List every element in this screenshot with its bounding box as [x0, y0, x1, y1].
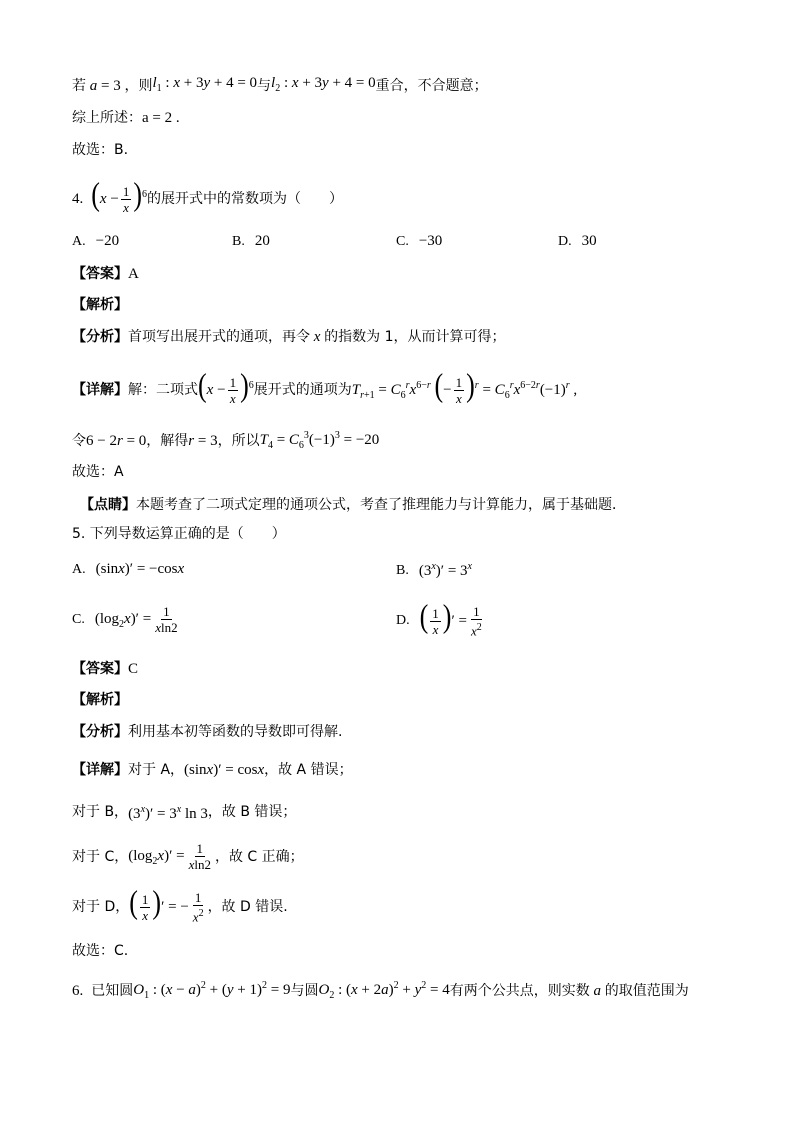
option-b — [232, 233, 270, 250]
math: $(3^x)' = 3^x$ ln 3 — [128, 804, 208, 822]
detail-5-a — [72, 760, 353, 780]
text: 利用基本初等函数的导数即可得解. — [128, 724, 343, 740]
option-value: −30 — [418, 233, 443, 249]
math: (x − $\frac{1}{x}$ )$^6$ — [198, 367, 254, 407]
text: ，所以 — [217, 433, 260, 449]
option-math: (sinx)′ = −cosx — [95, 561, 185, 577]
text: 重合，不合题意； — [375, 78, 488, 94]
text: 的取值范围为 — [604, 983, 689, 999]
text: 的展开式中的常数项为（ ） — [146, 190, 343, 207]
answer-tag: 【答案】 — [72, 266, 128, 282]
math: ( $\frac{1}{x}$ )′ = − $\frac{1}{x^2}$ — [129, 884, 204, 925]
text: 若 — [72, 78, 86, 94]
analysis-4 — [72, 327, 506, 347]
answer-value: A — [128, 266, 139, 282]
option-value: 30 — [581, 233, 597, 249]
text: 与圆 — [290, 983, 319, 999]
text: ，则 — [124, 78, 153, 94]
question-4 — [72, 176, 343, 216]
q5-option-c — [72, 604, 182, 635]
detail-5-c — [72, 841, 304, 872]
option-label: B. — [396, 562, 409, 578]
text: 令 — [72, 433, 86, 449]
detail-4 — [72, 367, 578, 407]
option-label: D. — [558, 233, 572, 249]
math: $T_{r+1} = C_6^rx^{6-r}$ (− $\frac{1}{x}$ )$^r = C_6^rx^{6-2r}(-1)^r$ , — [351, 367, 578, 407]
text: 对于 B， — [72, 804, 129, 820]
text: ，故 B 错误； — [207, 804, 297, 820]
line-case-a3 — [72, 73, 488, 99]
xiangjie-tag: 【详解】 — [72, 381, 128, 398]
question-5 — [72, 524, 286, 544]
line-summary — [72, 108, 180, 128]
math: r = 3 — [188, 433, 218, 449]
text: 已知圆 — [91, 983, 134, 999]
math: $O_2$ : $(x + 2a)^2 + y^2 = 4$ — [318, 980, 450, 1001]
option-label: C. — [396, 233, 409, 249]
text: 展开式的通项为 — [253, 381, 352, 398]
option-label: B. — [232, 233, 245, 249]
text: 本题考查了二项式定理的通项公式，考查了推理能力与计算能力，属于基础题． — [136, 497, 626, 513]
detail-5-d — [72, 884, 288, 925]
fenxi-tag: 【分析】 — [72, 329, 128, 345]
math: 6 − 2r = 0 — [86, 433, 147, 449]
math: a = 3 — [89, 78, 125, 94]
text: ，解得 — [146, 433, 189, 449]
text: ，故 C 正确； — [214, 848, 304, 865]
detail-5-b — [72, 800, 296, 824]
text: 首项写出展开式的通项，再令 — [128, 329, 310, 345]
math: $O_1$ : $(x - a)^2 + (y + 1)^2 = 9$ — [133, 980, 291, 1001]
text: 解：二项式 — [128, 381, 198, 398]
option-label: A. — [72, 233, 86, 249]
option-math: ( $\frac{1}{x}$ )′ = $\frac{1}{x^2}$ — [419, 598, 482, 639]
analysis-tag: 【解析】 — [72, 692, 128, 708]
text: 对于 C， — [72, 848, 129, 865]
text: 综上所述： — [72, 110, 142, 126]
text: 故选：B. — [72, 142, 129, 158]
option-value: −20 — [95, 233, 120, 249]
q5-option-b — [396, 561, 472, 580]
math: $l_1$ : x + 3y + 4 = 0 — [152, 75, 258, 94]
option-value: 20 — [254, 233, 270, 249]
text: 的指数为 1，从而计算可得； — [324, 329, 506, 345]
math: a = 2 . — [142, 110, 180, 126]
math: $(\log_2x)'$ = $\frac{1}{xln2}$ — [128, 841, 211, 872]
answer-5-final — [72, 941, 128, 961]
text: 对于 A， — [128, 762, 185, 778]
detail-4-solve — [72, 426, 379, 456]
math: (x − $\frac{1}{x}$ )$^6$ — [91, 176, 147, 216]
answer-4-final — [72, 462, 124, 482]
math: (sinx)′ = cosx — [184, 762, 265, 778]
answer-tag: 【答案】 — [72, 661, 128, 677]
text: 有两个公共点，则实数 — [449, 983, 590, 999]
math: $l_2$ : x + 3y + 4 = 0 — [271, 75, 376, 94]
analysis-tag-4 — [72, 295, 128, 315]
question-number: 4. — [72, 190, 84, 207]
text: 故选：A — [72, 464, 124, 480]
q5-option-d — [396, 598, 486, 639]
option-c — [396, 233, 442, 250]
option-math: $(3^x)' = 3^x$ — [418, 561, 472, 579]
analysis-tag-5 — [72, 690, 128, 710]
xiangjie-tag: 【详解】 — [72, 762, 128, 778]
q5-option-a — [72, 561, 184, 578]
option-label: A. — [72, 561, 86, 577]
math: a — [593, 983, 601, 999]
math: $T_4 = C_6^3(-1)^3 = -20$ — [259, 430, 380, 451]
comment-4 — [80, 495, 626, 515]
text: 与 — [257, 78, 272, 94]
text: 对于 D， — [72, 899, 130, 916]
option-label: C. — [72, 611, 85, 627]
answer-5 — [72, 659, 138, 679]
question-number: 6. — [72, 983, 84, 999]
answer-value: C — [128, 661, 139, 677]
dianjing-tag: 【点睛】 — [80, 497, 136, 513]
option-math: $(\log_2x)'$ = $\frac{1}{xln2}$ — [94, 604, 178, 635]
answer-4 — [72, 264, 139, 284]
text: 5. 下列导数运算正确的是（ ） — [72, 526, 286, 542]
fenxi-tag: 【分析】 — [72, 724, 128, 740]
analysis-tag: 【解析】 — [72, 297, 128, 313]
math: x — [313, 329, 321, 345]
text: ，故 A 错误； — [264, 762, 353, 778]
text: ，故 D 错误. — [207, 899, 288, 916]
analysis-5 — [72, 722, 342, 742]
text: 故选：C. — [72, 943, 129, 959]
option-a — [72, 233, 119, 250]
option-d — [558, 233, 597, 250]
option-label: D. — [396, 613, 410, 629]
question-6 — [72, 976, 689, 1006]
line-answer-b — [72, 140, 128, 160]
